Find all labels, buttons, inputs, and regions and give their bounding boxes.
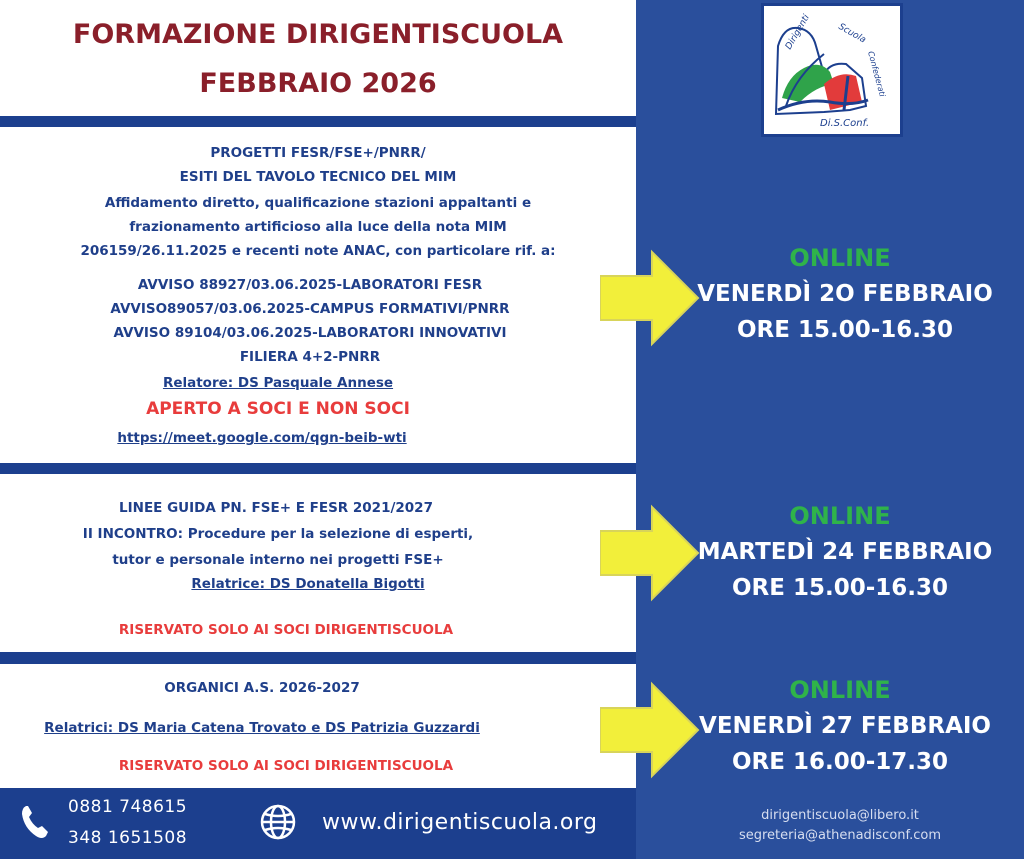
- event1-avviso1: AVVISO 88927/03.06.2025-LABORATORI FESR: [137, 277, 483, 293]
- phone-number-2[interactable]: 348 1651508: [68, 828, 188, 848]
- event2-line3: tutor e personale interno nei progetti FSE+: [112, 552, 444, 568]
- event1-line2: ESITI DEL TAVOLO TECNICO DEL MIM: [179, 169, 457, 185]
- phone-number-1[interactable]: 0881 748615: [68, 797, 188, 817]
- event3-line1: ORGANICI A.S. 2026-2027: [164, 680, 360, 696]
- event3-speaker[interactable]: Relatrici: DS Maria Catena Trovato e DS Patrizia Guzzardi: [44, 720, 480, 736]
- event2-info: [660, 501, 1024, 605]
- event3-time: ORE 16.00-17.30: [731, 749, 949, 775]
- event2-line2: II INCONTRO: Procedure per la selezione di esperti,: [82, 526, 474, 542]
- event3-info: [660, 675, 1024, 779]
- logo-text-dirigenti: Dirigenti: [783, 13, 812, 52]
- email-1[interactable]: dirigentiscuola@libero.it: [761, 808, 919, 823]
- event1-access: APERTO A SOCI E NON SOCI: [146, 399, 410, 419]
- email-2[interactable]: segreteria@athenadisconf.com: [738, 828, 942, 843]
- event2-line1: LINEE GUIDA PN. FSE+ E FESR 2021/2027: [119, 500, 433, 516]
- event1-line5: 206159/26.11.2025 e recenti note ANAC, con particolare rif. a:: [80, 243, 556, 259]
- event1-info: [660, 243, 1024, 347]
- event1-line3: Affidamento diretto, qualificazione stazioni appaltanti e: [104, 195, 532, 211]
- event1-avviso4: FILIERA 4+2-PNRR: [239, 349, 381, 365]
- event1-mode: ONLINE: [789, 244, 891, 272]
- logo-text-confederati: Confederati: [866, 50, 887, 98]
- page-subtitle: FEBBRAIO 2026: [199, 68, 437, 99]
- event1-panel: [0, 127, 636, 463]
- event2-date: MARTEDÌ 24 FEBBRAIO: [697, 539, 993, 565]
- event1-avviso2: AVVISO89057/03.06.2025-CAMPUS FORMATIVI/PNRR: [110, 301, 510, 317]
- event2-panel: [0, 474, 636, 652]
- logo: [761, 3, 903, 137]
- event3-mode: ONLINE: [789, 676, 891, 704]
- title-panel: [0, 0, 636, 116]
- event1-date: VENERDÌ 2O FEBBRAIO: [697, 281, 993, 307]
- phone-icon: [20, 804, 50, 840]
- event2-speaker[interactable]: Relatrice: DS Donatella Bigotti: [191, 576, 425, 592]
- event3-access: RISERVATO SOLO AI SOCI DIRIGENTISCUOLA: [118, 758, 454, 774]
- event1-line4: frazionamento artificioso alla luce della nota MIM: [129, 219, 507, 235]
- logo-graphic: [764, 6, 900, 134]
- event1-speaker[interactable]: Relatore: DS Pasquale Annese: [162, 375, 394, 391]
- event2-mode: ONLINE: [789, 502, 891, 530]
- globe-icon: [259, 803, 297, 841]
- event1-time: ORE 15.00-16.30: [736, 317, 954, 343]
- website-link[interactable]: www.dirigentiscuola.org: [322, 810, 598, 835]
- event1-avviso3: AVVISO 89104/03.06.2025-LABORATORI INNOVATIVI: [113, 325, 507, 341]
- logo-text-disconf: Di.S.Conf.: [820, 118, 870, 129]
- event1-meet-link[interactable]: https://meet.google.com/qgn-beib-wti: [117, 430, 407, 446]
- event3-panel: [0, 664, 636, 788]
- page-title: FORMAZIONE DIRIGENTISCUOLA: [72, 19, 564, 50]
- event1-line1: PROGETTI FESR/FSE+/PNRR/: [210, 145, 426, 161]
- event2-time: ORE 15.00-16.30: [731, 575, 949, 601]
- event3-date: VENERDÌ 27 FEBBRAIO: [699, 713, 991, 739]
- logo-text-scuola: Scuola: [836, 21, 868, 46]
- event2-access: RISERVATO SOLO AI SOCI DIRIGENTISCUOLA: [118, 622, 454, 638]
